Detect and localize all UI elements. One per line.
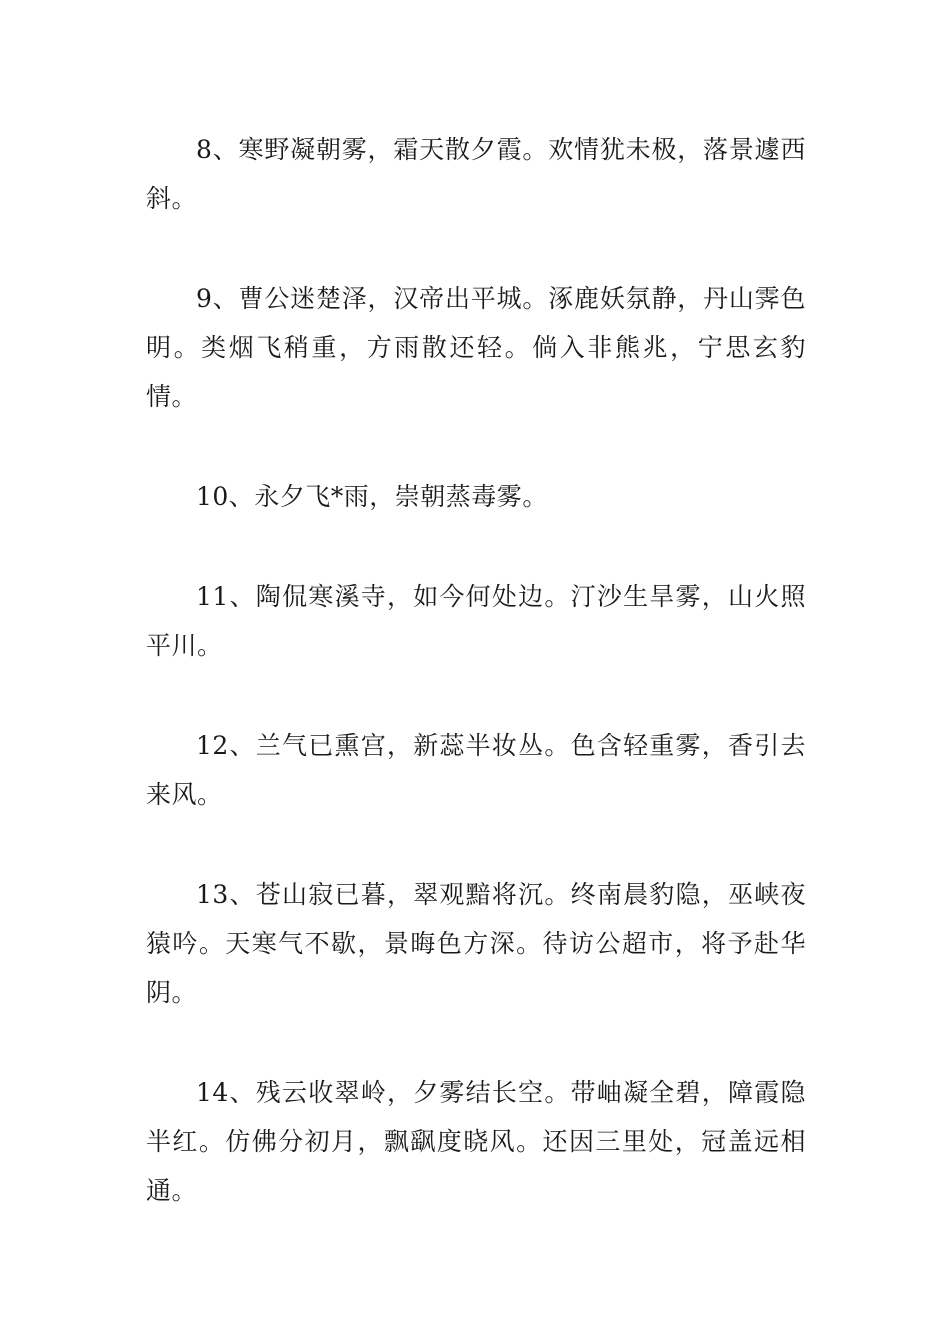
- poem-paragraph-8: 8、寒野凝朝雾，霜天散夕霞。欢情犹未极，落景遽西斜。: [146, 135, 806, 213]
- poem-paragraph-13: 13、苍山寂已暮，翠观黯将沉。终南晨豹隐，巫峡夜猿吟。天寒气不歇，景晦色方深。待访公超市，将予赴华阴。: [146, 880, 806, 1007]
- poem-paragraph-12: 12、兰气已熏宫，新蕊半妆丛。色含轻重雾，香引去来风。: [146, 731, 806, 809]
- poem-paragraph-11: 11、陶侃寒溪寺，如今何处边。汀沙生旱雾，山火照平川。: [146, 582, 806, 660]
- poem-paragraph-14: 14、残云收翠岭，夕雾结长空。带岫凝全碧，障霞隐半红。仿佛分初月，飘飖度晓风。还因三里处，冠盖远相通。: [146, 1078, 806, 1205]
- poem-paragraph-9: 9、曹公迷楚泽，汉帝出平城。涿鹿妖氛静，丹山霁色明。类烟飞稍重，方雨散还轻。倘入非熊兆，宁思玄豹情。: [146, 284, 806, 411]
- document-body: [146, 125, 806, 1266]
- poem-paragraph-10: 10、永夕飞*雨，崇朝蒸毒雾。: [196, 482, 548, 511]
